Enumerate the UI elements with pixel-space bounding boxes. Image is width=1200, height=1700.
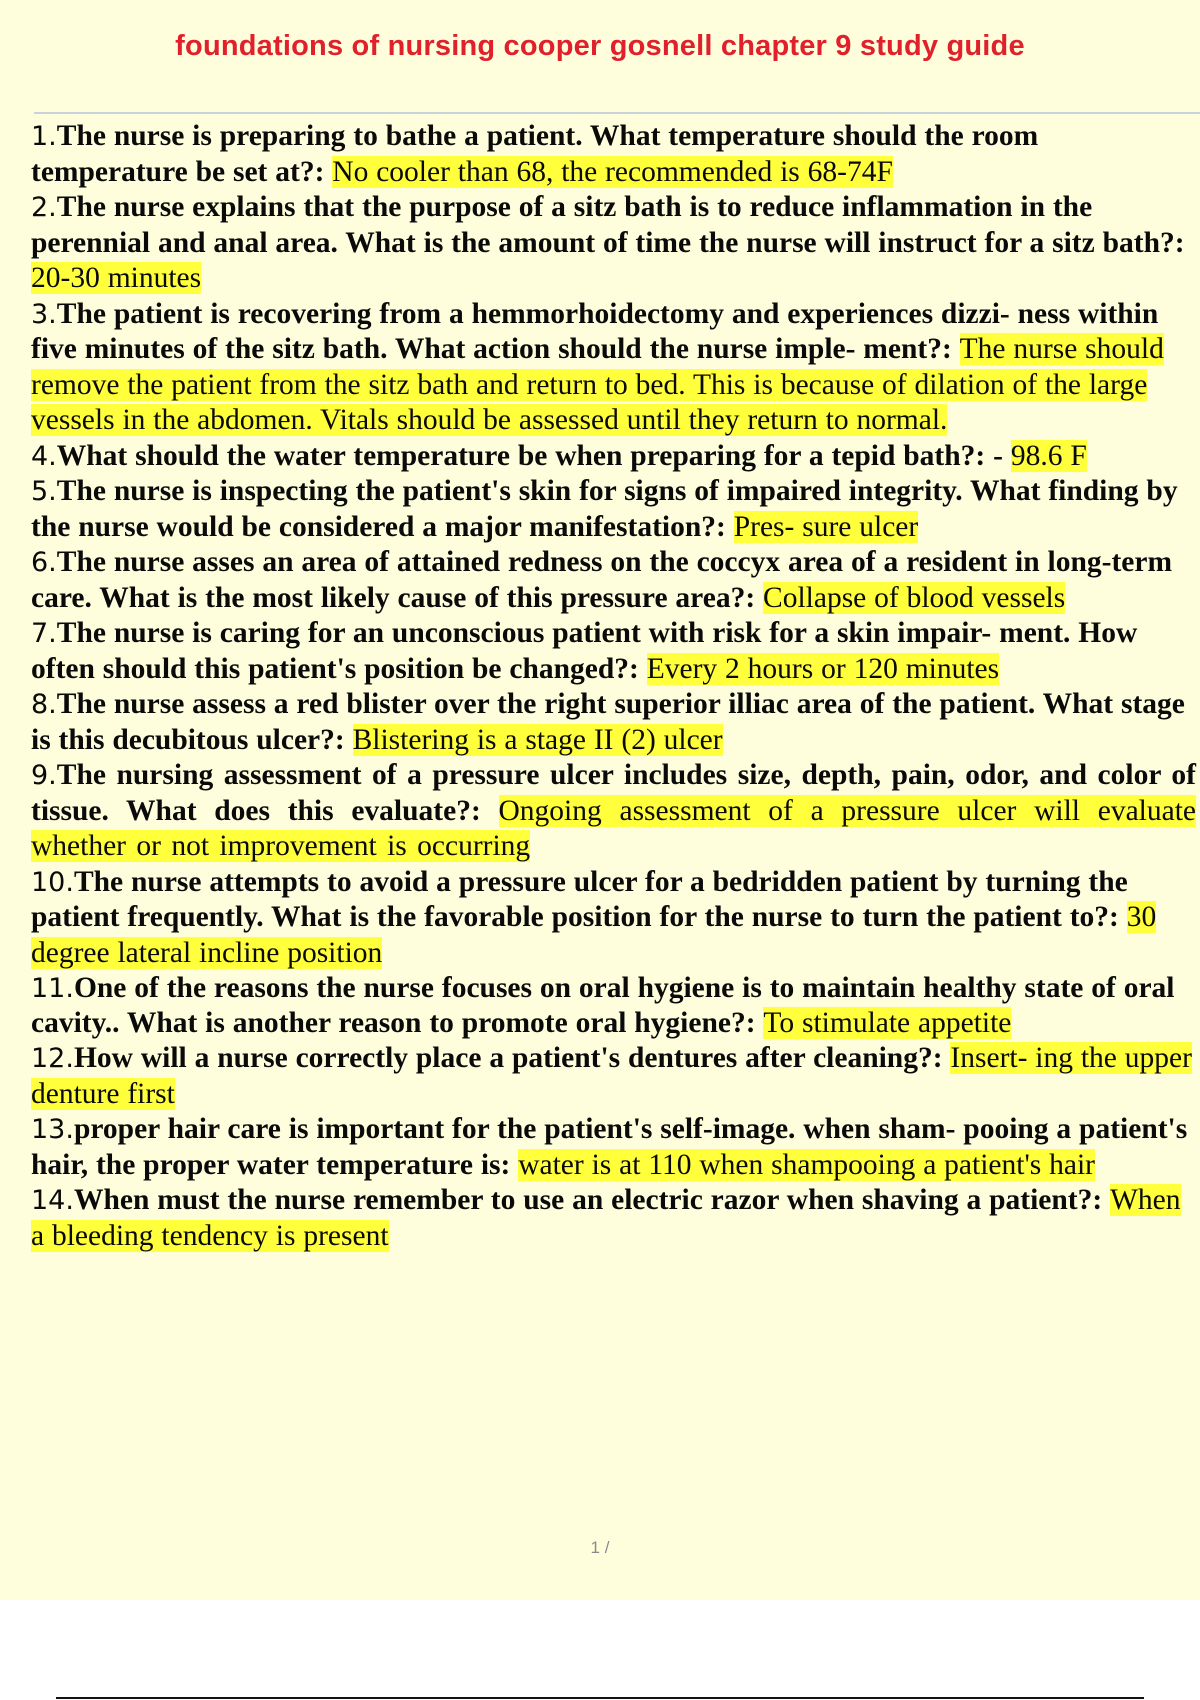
question-item-4 bbox=[31, 439, 1196, 475]
question-number: 1. bbox=[31, 121, 57, 152]
question-item-8 bbox=[31, 687, 1196, 758]
question-number: 3. bbox=[31, 298, 57, 330]
question-text: What should the water temperature be when preparing for a tepid bath?: - bbox=[56, 439, 1011, 472]
question-list bbox=[31, 119, 1196, 1254]
answer-highlight: To stimulate appetite bbox=[763, 1007, 1012, 1039]
question-number: 14. bbox=[31, 1185, 74, 1216]
question-number: 7. bbox=[31, 618, 57, 649]
question-text: The nurse attempts to avoid a pressure ulcer for a bedridden patient by turning the patient frequently. What is the favorable position for the nurse to turn the patient to?: bbox=[31, 865, 1128, 933]
question-text: proper hair care is important for the patient's self-image. when sham- pooing a patient's hair, the proper water temperature is: bbox=[31, 1113, 1188, 1181]
answer-highlight: No cooler than 68, the recommended is 68-74F bbox=[332, 155, 893, 188]
question-item-6 bbox=[31, 545, 1196, 616]
question-item-3 bbox=[31, 297, 1196, 439]
question-item-10 bbox=[31, 865, 1196, 972]
question-text: The nurse is caring for an unconscious patient with risk for a skin impair- ment. How often should this patient's position be changed?: bbox=[31, 617, 1138, 685]
document-title: foundations of nursing cooper gosnell chapter 9 study guide bbox=[175, 30, 1025, 62]
question-text: The nurse is preparing to bathe a patient. What temperature should the room temperature be set at?: bbox=[31, 120, 1039, 188]
question-number: 6. bbox=[31, 547, 57, 578]
answer-highlight: When a bleeding tendency is present bbox=[31, 1184, 1181, 1252]
question-number: 4. bbox=[31, 440, 57, 472]
question-item-12 bbox=[31, 1041, 1196, 1112]
question-item-5 bbox=[31, 474, 1196, 545]
answer-highlight: Every 2 hours or 120 minutes bbox=[646, 652, 1000, 685]
question-text: One of the reasons the nurse focuses on oral hygiene is to maintain healthy state of oral cavity.. What is another reason to promote oral hygiene?: bbox=[31, 972, 1175, 1039]
answer-highlight: Ongoing assessment of a pressure ulcer will evaluate whether or not improvement is occurring bbox=[31, 794, 1196, 862]
question-number: 5. bbox=[31, 476, 57, 507]
question-number: 8. bbox=[31, 689, 57, 720]
question-item-13 bbox=[31, 1112, 1196, 1183]
question-number: 2. bbox=[31, 192, 57, 223]
question-item-14 bbox=[31, 1183, 1196, 1254]
answer-highlight: Pres- sure ulcer bbox=[733, 510, 919, 543]
answer-highlight: Blistering is a stage II (2) ulcer bbox=[352, 723, 723, 756]
page-number: 1 / bbox=[590, 1538, 610, 1557]
answer-highlight: 30 degree lateral incline position bbox=[31, 901, 1157, 969]
question-number: 11. bbox=[31, 973, 74, 1004]
answer-highlight: 98.6 F bbox=[1010, 439, 1087, 472]
question-item-2 bbox=[31, 190, 1196, 297]
question-number: 13. bbox=[31, 1114, 74, 1145]
answer-highlight: Collapse of blood vessels bbox=[763, 581, 1066, 614]
question-text: How will a nurse correctly place a patient's dentures after cleaning?: bbox=[73, 1042, 951, 1074]
question-number: 9. bbox=[31, 760, 57, 791]
bottom-divider bbox=[56, 1697, 1144, 1699]
question-text: The nurse explains that the purpose of a sitz bath is to reduce inflammation in the perennial and anal area. What is the amount of time the nurse will instruct for a sitz bath?: bbox=[31, 191, 1185, 259]
question-text: The nursing assessment of a pressure ulcer includes size, depth, pain, odor, and color of tissue. What does this evaluate?: bbox=[31, 759, 1196, 827]
answer-highlight: water is at 110 when shampooing a patient's hair bbox=[518, 1148, 1095, 1181]
question-item-7 bbox=[31, 616, 1196, 687]
question-item-1 bbox=[31, 119, 1196, 190]
question-text: The nurse asses an area of attained redness on the coccyx area of a resident in long-term care. What is the most likely cause of this pressure area?: bbox=[31, 546, 1173, 614]
question-text: The nurse is inspecting the patient's skin for signs of impaired integrity. What finding by the nurse would be considered a major manifestation?: bbox=[31, 475, 1178, 543]
question-text: The nurse assess a red blister over the right superior illiac area of the patient. What stage is this decubitous ulcer?: bbox=[31, 688, 1185, 756]
answer-highlight: The nurse should remove the patient from the sitz bath and return to bed. This is because of dilation of the large vessels in the abdomen. Vitals should be assessed until they return to normal. bbox=[31, 333, 1164, 436]
question-number: 12. bbox=[31, 1043, 74, 1074]
question-number: 10. bbox=[31, 866, 74, 898]
question-text: The patient is recovering from a hemmorhoidectomy and experiences dizzi- ness within five minutes of the sitz bath. What action should the nurse imple- ment?: bbox=[31, 297, 1159, 365]
answer-highlight: Insert- ing the upper denture first bbox=[31, 1042, 1192, 1110]
title-divider bbox=[34, 112, 1200, 114]
question-item-11 bbox=[31, 971, 1196, 1041]
question-item-9 bbox=[31, 758, 1196, 865]
answer-highlight: 20-30 minutes bbox=[31, 262, 202, 294]
question-text: When must the nurse remember to use an electric razor when shaving a patient?: bbox=[73, 1184, 1111, 1216]
